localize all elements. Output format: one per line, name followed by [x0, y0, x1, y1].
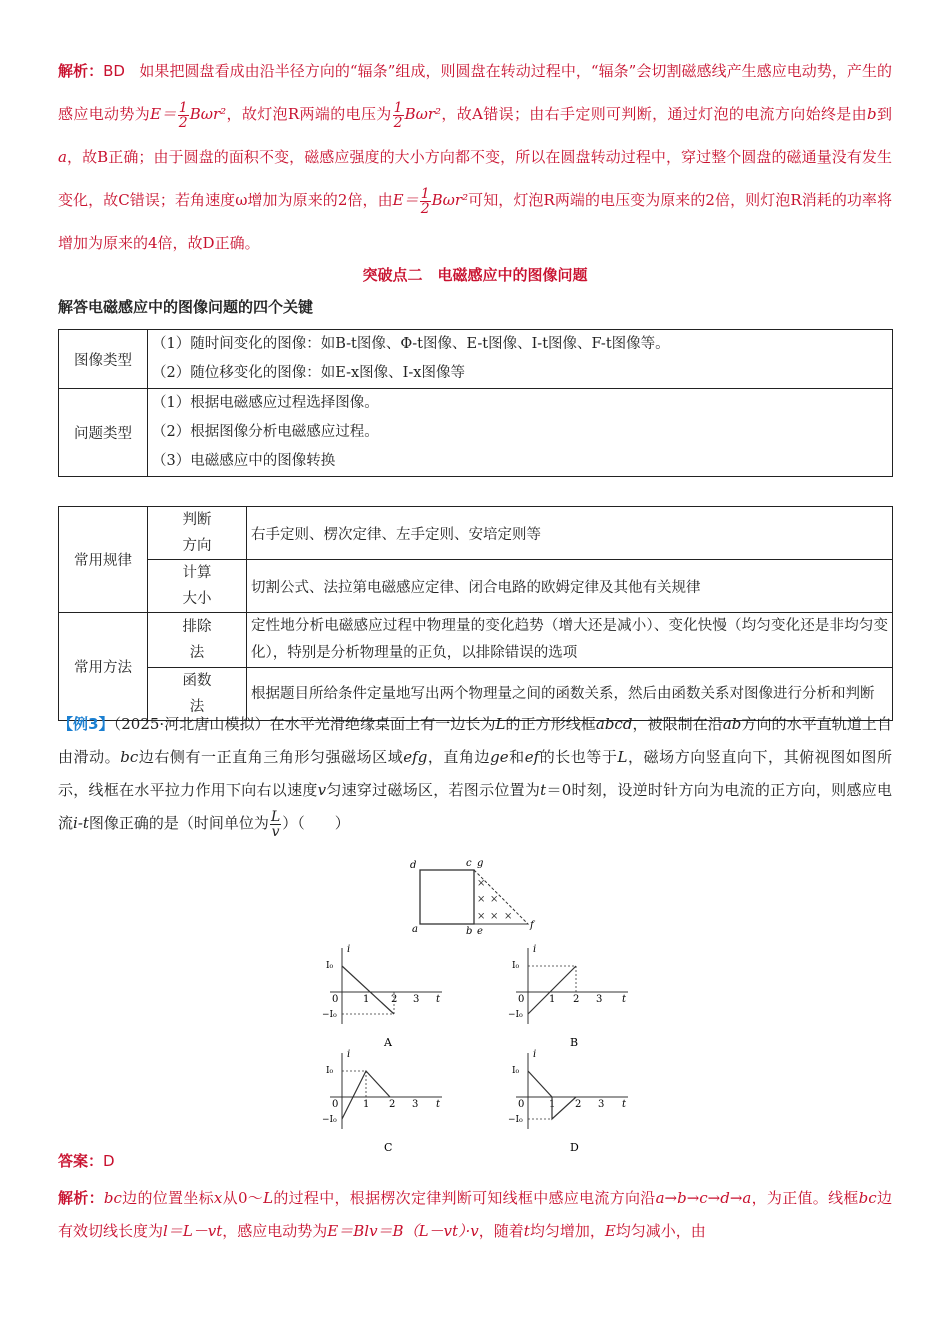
- svg-text:2: 2: [391, 994, 398, 1005]
- example-text: 和: [508, 748, 525, 766]
- svg-text:t: t: [436, 1099, 441, 1110]
- svg-text:×: ×: [504, 911, 513, 922]
- svg-text:i: i: [533, 1049, 537, 1060]
- example-text: ，被限制在沿: [632, 715, 723, 733]
- var-a: a: [58, 148, 67, 166]
- analysis-text: 边的位置坐标: [121, 1189, 214, 1207]
- analysis-text: 如果把圆盘看成由沿半径方向的“辐条”组成，则圆盘在转动过程中，“辐条”会切割磁感线产生感应电动势，产生的感应电动势为: [58, 62, 892, 123]
- graph-a-line: [342, 966, 394, 1014]
- svg-text:2: 2: [573, 994, 580, 1005]
- svg-text:t: t: [436, 994, 441, 1005]
- svg-text:2: 2: [389, 1099, 396, 1110]
- row-head: 问题类型: [59, 389, 148, 477]
- analysis-paragraph-2: [58, 1182, 892, 1248]
- rules-methods-table: [58, 506, 893, 721]
- fraction-half: $\frac{1}{2}$: [420, 185, 430, 217]
- answer-label: 答案：: [58, 1152, 104, 1170]
- row-line: （1）随时间变化的图像：如B-t图像、Φ-t图像、E-t图像、I-t图像、F-t图像等。: [152, 336, 670, 352]
- analysis-text: ，感应电动势为: [222, 1222, 328, 1240]
- example-figure: [300, 852, 660, 1152]
- label-f: f: [530, 920, 534, 931]
- svg-text:×: ×: [477, 878, 486, 889]
- fraction-L-over-v: $\frac{L}{v}$: [270, 808, 281, 840]
- var-bc: bc: [120, 748, 139, 766]
- row-content: [148, 389, 893, 477]
- analysis-text: ，故A错误；由右手定则可判断，通过灯泡的电流方向始终是由: [441, 105, 868, 123]
- svg-text:0: 0: [332, 1099, 339, 1110]
- row-line: （2）根据图像分析电磁感应过程。: [152, 424, 379, 440]
- equation-tail: Bωr²: [404, 105, 442, 123]
- svg-text:−I₀: −I₀: [322, 1115, 337, 1125]
- example-3: [58, 708, 892, 840]
- analysis-text: ，故灯泡R两端的电压为: [226, 105, 392, 123]
- example-text: 边右侧有一正直角三角形匀强磁场区域: [138, 748, 404, 766]
- var-L: L: [263, 1189, 274, 1207]
- svg-text:×: ×: [477, 894, 486, 905]
- svg-text:1: 1: [549, 1099, 556, 1110]
- section-title: 突破点二 电磁感应中的图像问题: [362, 266, 588, 284]
- svg-text:−I₀: −I₀: [322, 1010, 337, 1020]
- row-line: （1）根据电磁感应过程选择图像。: [152, 395, 379, 411]
- var-it: i-t: [73, 814, 89, 832]
- example-source: （2025·河北唐山模拟）: [113, 715, 270, 733]
- label-g: g: [477, 858, 484, 869]
- graph-d: [508, 1049, 628, 1152]
- svg-text:i: i: [533, 944, 537, 955]
- analysis-text: 从0～: [222, 1189, 264, 1207]
- analysis-text: ，故B正确；由于圆盘的面积不变，磁感应强度的大小方向都不变，所以在圆盘转动过程中，穿过整个圆盘的磁通量没有发生变化，故C错误；若角速度ω增加为原来的2倍，由: [58, 148, 892, 209]
- square-frame: [420, 870, 474, 924]
- var-bc: bc: [103, 1189, 122, 1207]
- svg-text:3: 3: [413, 994, 420, 1005]
- var-bc: bc: [858, 1189, 877, 1207]
- svg-text:×: ×: [477, 911, 486, 922]
- graph-a: [322, 944, 442, 1049]
- text-to: 到: [876, 105, 892, 123]
- example-text: 方向的水平直轨道上自由滑动。: [58, 715, 892, 766]
- example-text: ，直角边: [427, 748, 491, 766]
- var-t: t: [523, 1222, 530, 1240]
- equation-length: l＝L－vt: [163, 1222, 223, 1240]
- analysis-label: 解析：: [58, 62, 104, 80]
- cell-text: 根据题目所给条件定量地写出两个物理量之间的函数关系，然后由函数关系对图像进行分析和判断: [247, 668, 893, 721]
- analysis-paragraph-1: [58, 50, 892, 265]
- svg-text:−I₀: −I₀: [508, 1010, 523, 1020]
- svg-text:0: 0: [332, 994, 339, 1005]
- svg-text:1: 1: [363, 994, 370, 1005]
- svg-text:i: i: [347, 944, 351, 955]
- svg-text:×: ×: [490, 894, 499, 905]
- svg-text:3: 3: [596, 994, 603, 1005]
- analysis-text: 均匀增加，: [529, 1222, 605, 1240]
- example-text: ）（ ）: [282, 814, 350, 832]
- analysis-label: 解析：: [58, 1189, 104, 1207]
- svg-text:C: C: [384, 1141, 393, 1152]
- svg-text:D: D: [570, 1141, 579, 1152]
- answer-line: [58, 1150, 115, 1171]
- row-content: [148, 330, 893, 389]
- example-text: 的正方形线框: [505, 715, 596, 733]
- fraction-half: $\frac{1}{2}$: [393, 99, 403, 131]
- equation-lhs: E＝: [392, 191, 419, 209]
- var-abcd: abcd: [595, 715, 633, 733]
- svg-text:I₀: I₀: [512, 1066, 520, 1076]
- svg-text:I₀: I₀: [326, 961, 334, 971]
- analysis-text: ，为正值。线框: [751, 1189, 859, 1207]
- group-head: 常用规律: [59, 507, 148, 613]
- analysis-answer: BD: [103, 62, 125, 80]
- graph-c: [322, 1049, 442, 1152]
- svg-text:B: B: [570, 1036, 579, 1049]
- label-c: c: [466, 858, 472, 869]
- analysis-text: 均匀减小，由: [615, 1222, 706, 1240]
- sub-head: 判断 方向: [148, 507, 247, 560]
- svg-text:3: 3: [412, 1099, 419, 1110]
- var-ab: ab: [722, 715, 742, 733]
- label-b: b: [466, 926, 473, 937]
- var-ge: ge: [490, 748, 509, 766]
- example-text: 在水平光滑绝缘桌面上有一边长为: [269, 715, 496, 733]
- svg-text:1: 1: [549, 994, 556, 1005]
- sub-head: 排除 法: [148, 613, 247, 668]
- graph-d-line: [528, 1071, 576, 1119]
- keys-title: 解答电磁感应中的图像问题的四个关键: [58, 298, 314, 316]
- label-e: e: [477, 926, 483, 937]
- example-text: 的长也等于: [539, 748, 618, 766]
- svg-text:−I₀: −I₀: [508, 1115, 523, 1125]
- equation-tail: Bωr²: [431, 191, 469, 209]
- svg-text:i: i: [347, 1049, 351, 1060]
- graph-b: [508, 944, 628, 1049]
- svg-text:1: 1: [363, 1099, 370, 1110]
- var-L: L: [617, 748, 628, 766]
- analysis-text: 的过程中，根据楞次定律判断可知线框中感应电流方向沿: [273, 1189, 656, 1207]
- row-head: 图像类型: [59, 330, 148, 389]
- analysis-text: 可知，灯泡R两端的电压变为原来的2倍，则灯泡R消耗的功率将增加为原来的4倍，故D正确。: [58, 191, 892, 252]
- svg-text:0: 0: [518, 994, 525, 1005]
- svg-text:I₀: I₀: [512, 961, 520, 971]
- example-text: ，磁场方向竖直向下，其俯视图如图所示，线框在水平拉力作用下向右以速度: [58, 748, 892, 799]
- svg-text:t: t: [622, 1099, 627, 1110]
- svg-text:×: ×: [490, 911, 499, 922]
- equation-tail: Bωr²: [189, 105, 227, 123]
- current-path: a→b→c→d→a: [655, 1189, 752, 1207]
- cell-text: 右手定则、楞次定律、左手定则、安培定则等: [247, 507, 893, 560]
- var-v: v: [317, 781, 327, 799]
- sub-head: 函数 法: [148, 668, 247, 721]
- svg-text:2: 2: [575, 1099, 582, 1110]
- svg-text:t: t: [622, 994, 627, 1005]
- row-line: （2）随位移变化的图像：如E-x图像、I-x图像等: [152, 365, 465, 381]
- example-tag: 【例3】: [58, 715, 114, 733]
- row-line: （3）电磁感应中的图像转换: [152, 453, 336, 469]
- example-text: 图像正确的是（时间单位为: [88, 814, 269, 832]
- svg-text:I₀: I₀: [326, 1066, 334, 1076]
- svg-text:0: 0: [518, 1099, 525, 1110]
- example-text: 匀速穿过磁场区，若图示位置为: [326, 781, 541, 799]
- var-L: L: [495, 715, 506, 733]
- var-x: x: [213, 1189, 223, 1207]
- label-d: d: [410, 860, 417, 871]
- example-text: ＝0时刻，设逆时针方向为电流的正方向，则感应电流: [58, 781, 892, 832]
- var-efg: efg: [403, 748, 428, 766]
- field-crosses: [477, 878, 512, 922]
- var-b: b: [867, 105, 877, 123]
- cell-text: 定性地分析电磁感应过程中物理量的变化趋势（增大还是减小）、变化快慢（均匀变化还是非均匀变化），特别是分析物理量的正负，以排除错误的选项: [247, 613, 893, 668]
- equation-emf: E＝Blv＝B（L－vt）·v: [327, 1222, 479, 1240]
- fraction-half: $\frac{1}{2}$: [178, 99, 188, 131]
- var-E: E: [604, 1222, 616, 1240]
- sub-head: 计算 大小: [148, 560, 247, 613]
- var-ef: ef: [524, 748, 540, 766]
- svg-text:3: 3: [598, 1099, 605, 1110]
- image-types-table: [58, 329, 893, 477]
- cell-text: 切割公式、法拉第电磁感应定律、闭合电路的欧姆定律及其他有关规律: [247, 560, 893, 613]
- svg-text:A: A: [384, 1036, 392, 1049]
- analysis-text: ，随着: [478, 1222, 524, 1240]
- graph-b-line: [528, 966, 576, 1014]
- var-t: t: [540, 781, 547, 799]
- group-head: 常用方法: [59, 613, 148, 721]
- equation-lhs: E＝: [150, 105, 177, 123]
- analysis-text: 边有效切线长度为: [58, 1189, 892, 1240]
- answer-value: D: [103, 1152, 115, 1170]
- label-a: a: [412, 924, 418, 935]
